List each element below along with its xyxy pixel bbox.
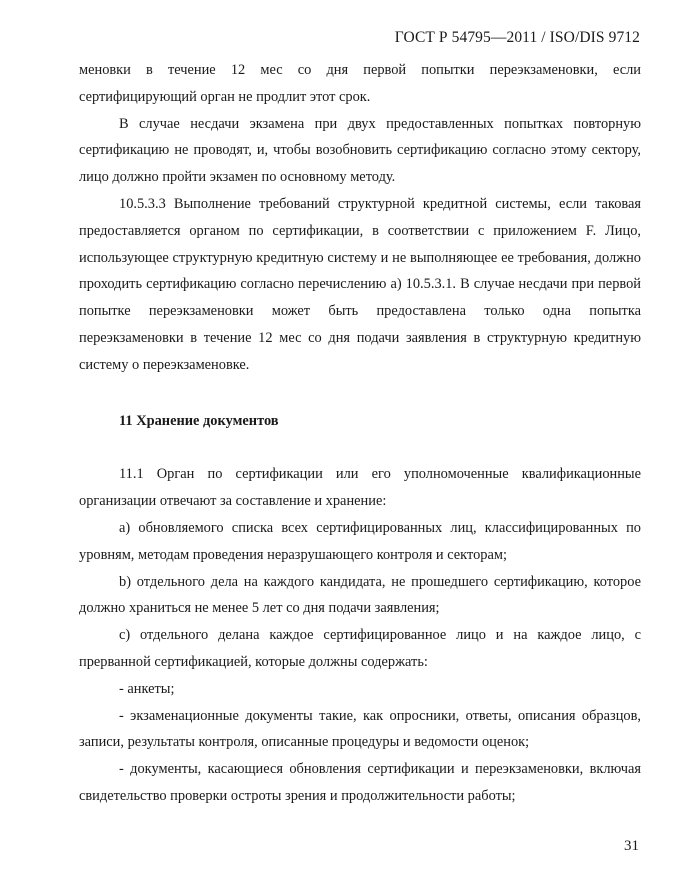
spacer <box>79 434 641 461</box>
list-item-a: а) обновляемого списка всех сертифицированных лиц, классифицированных по уровням, методам проведения неразрушающего контроля и секторам; <box>79 519 641 563</box>
page-number: 31 <box>624 838 639 854</box>
paragraph-clause-11-1: 11.1 Орган по сертификации или его уполномоченные квалификационные организации отвечают за составление и хранение: <box>79 466 641 510</box>
list-item-b: b) отдельного дела на каждого кандидата, не прошедшего сертификацию, которое должно храниться не менее 5 лет со дня подачи заявления; <box>79 573 641 617</box>
body-text <box>79 57 641 810</box>
spacer <box>79 379 641 408</box>
dash-item: - анкеты; <box>119 680 175 697</box>
paragraph-continuation: меновки в течение 12 мес со дня первой попытки переэкзаменовки, если сертифицирующий орган не продлит этот срок. <box>79 62 641 105</box>
dash-item: - экзаменационные документы такие, как опросники, ответы, описания образцов, записи, результаты контроля, описанные процедуры и ведомости оценок; <box>79 707 641 751</box>
section-heading: 11 Хранение документов <box>119 412 279 429</box>
paragraph-clause-10-5-3-3: 10.5.3.3 Выполнение требований структурной кредитной системы, если таковая предоставляется органом по сертификации, в соответствии с приложением F. Лицо, использующее структурную кредитную систему и не выполняющее ее требования, должно проходить сертификацию согласно перечислению а) 10.5.3.1. В случае несдачи при первой попытке переэкзаменовки может быть предоставлена только одна попытка переэкзаменовки в течение 12 мес со дня подачи заявления в структурную кредитную систему о переэкзаменовке. <box>79 195 641 373</box>
dash-item: - документы, касающиеся обновления сертификации и переэкзаменовки, включая свидетельство проверки остроты зрения и продолжительности работы; <box>79 761 641 804</box>
running-header: ГОСТ Р 54795—2011 / ISO/DIS 9712 <box>394 29 640 46</box>
paragraph: В случае несдачи экзамена при двух предоставленных попытках повторную сертификацию не проводят, и, чтобы возобновить сертификацию согласно этому сектору, лицо должно пройти экзамен по основному методу. <box>79 115 641 186</box>
list-item-c: с) отдельного делана каждое сертифицированное лицо и на каждое лицо, с прерванной сертификацией, которые должны содержать: <box>79 627 641 670</box>
